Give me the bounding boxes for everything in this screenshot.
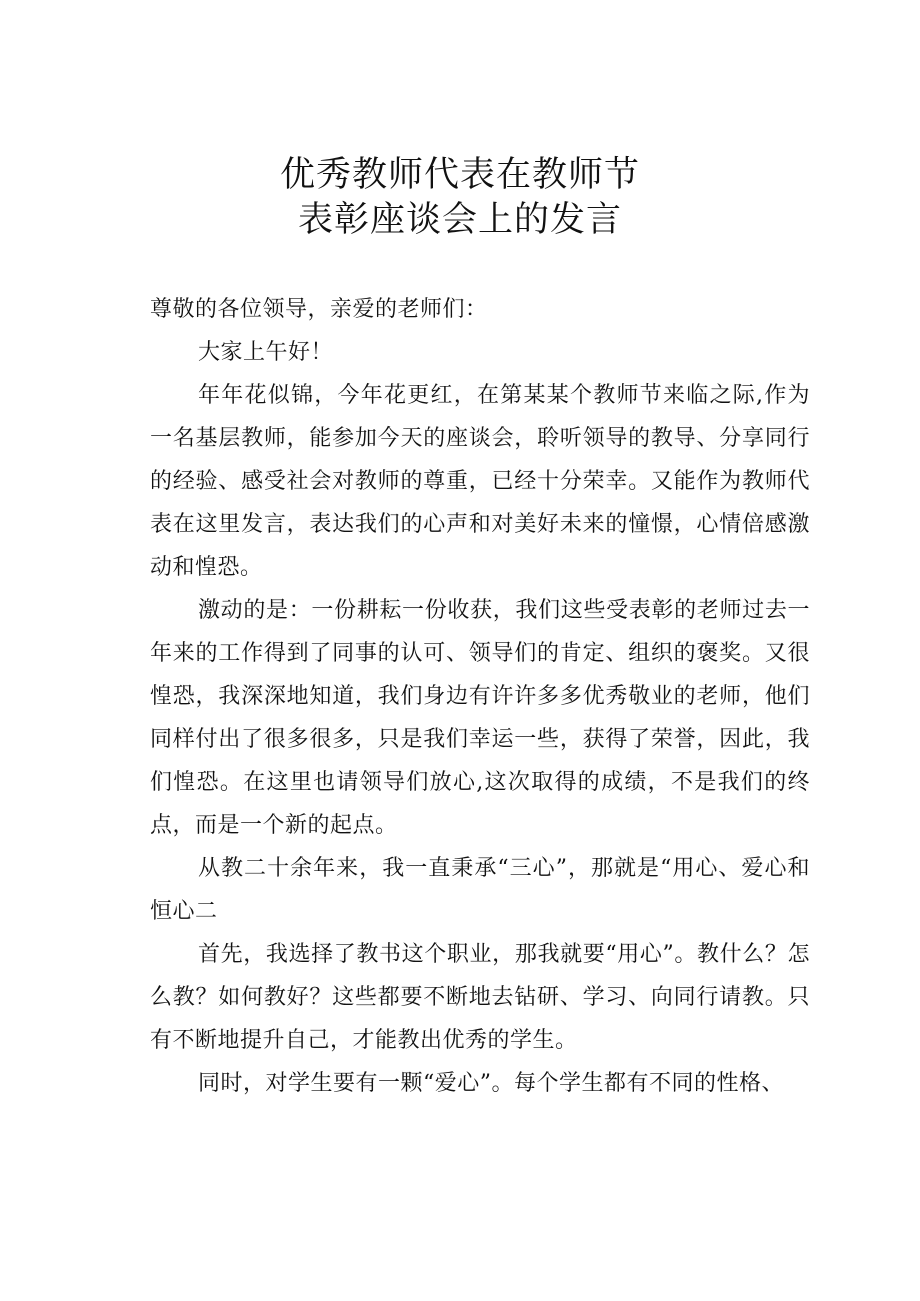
paragraph: 从教二十余年来，我一直秉承“三心”，那就是“用心、爱心和恒心二	[150, 856, 810, 924]
paragraph: 年年花似锦，今年花更红，在第某某个教师节来临之际,作为一名基层教师，能参加今天的座谈会，聆听领导的教导、分享同行的经验、感受社会对教师的尊重，已经十分荣幸。又能作为教师代表在这里发言，表达我们的心声和对美好未来的憧憬，心情倍感激动和惶恐。	[150, 383, 810, 580]
paragraph: 同时，对学生要有一颗“爱心”。每个学生都有不同的性格、	[198, 1071, 784, 1096]
title-line-1: 优秀教师代表在教师节	[279, 155, 640, 195]
salutation: 尊敬的各位领导，亲爱的老师们：	[150, 297, 488, 322]
title-line-2: 表彰座谈会上的发言	[297, 200, 622, 240]
paragraph: 激动的是：一份耕耘一份收获，我们这些受表彰的老师过去一年来的工作得到了同事的认可、领导们的肯定、组织的褒奖。又很惶恐，我深深地知道，我们身边有许许多多优秀敬业的老师，他们同样付出了很多很多，只是我们幸运一些，获得了荣誉，因此，我们惶恐。在这里也请领导们放心,这次取得的成绩，不是我们的终点，而是一个新的起点。	[150, 598, 810, 838]
paragraph-greeting: 大家上午好！	[198, 340, 334, 365]
document-body	[150, 288, 810, 1105]
paragraph: 首先，我选择了教书这个职业，那我就要“用心”。教什么？怎么教？如何教好？这些都要不断地去钻研、学习、向同行请教。只有不断地提升自己，才能教出优秀的学生。	[150, 942, 810, 1053]
document-title	[0, 153, 920, 243]
